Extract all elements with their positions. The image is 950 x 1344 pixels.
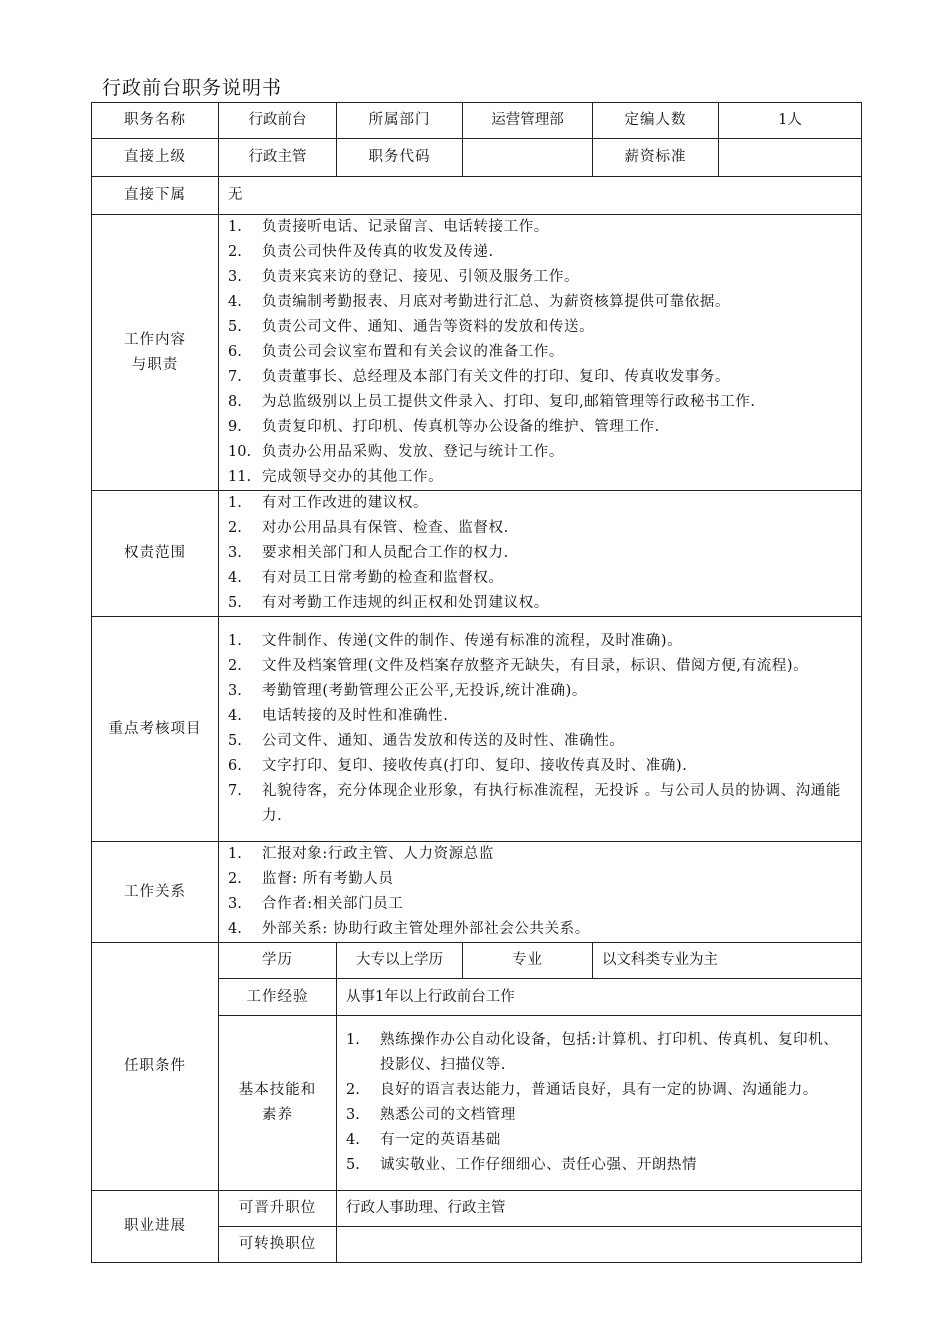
list-item-text: 文件及档案管理(文件及档案存放整齐无缺失，有目录，标识、借阅方便,有流程)。: [262, 658, 809, 674]
dept-value: 运营管理部: [463, 103, 593, 139]
edu-value: 大专以上学历: [337, 943, 463, 979]
skills-label-line2: 素养: [262, 1107, 293, 1123]
row-basic-info: [92, 103, 862, 139]
list-item-text: 负责接听电话、记录留言、电话转接工作。: [262, 219, 549, 235]
list-item: [228, 215, 853, 240]
list-item-number: 6.: [228, 344, 242, 360]
list-item: [346, 1078, 853, 1103]
list-item-number: 3.: [228, 269, 242, 285]
list-item-text: 文字打印、复印、接收传真(打印、复印、接收传真及时、准确).: [262, 758, 688, 774]
list-item-number: 2.: [228, 244, 242, 260]
list-item: [228, 679, 853, 704]
list-item-text: 有对工作改进的建议权。: [262, 495, 429, 511]
list-item: [228, 265, 853, 290]
list-item: [228, 842, 853, 867]
list-item: [228, 867, 853, 892]
subordinate-label: 直接下属: [92, 177, 219, 215]
kpi-list: [219, 629, 861, 829]
list-item-text: 熟悉公司的文档管理: [380, 1107, 516, 1123]
row-subordinate: [92, 177, 862, 215]
supervisor-label: 直接上级: [92, 139, 219, 177]
job-code-value: [463, 139, 593, 177]
transfer-label: 可转换职位: [219, 1227, 337, 1263]
list-item-text: 对办公用品具有保管、检查、监督权.: [262, 520, 509, 536]
list-item-text: 公司文件、通知、通告发放和传送的及时性、准确性。: [262, 733, 625, 749]
list-item-number: 7.: [228, 369, 242, 385]
job-code-label: 职务代码: [337, 139, 463, 177]
list-item: [228, 390, 853, 415]
list-item-number: 2.: [346, 1082, 360, 1098]
list-item-number: 4.: [228, 921, 242, 937]
list-item-text: 有对考勤工作违规的纠正权和处罚建议权。: [262, 595, 549, 611]
list-item-number: 8.: [228, 394, 242, 410]
list-item: [228, 465, 853, 490]
list-item-text: 为总监级别以上员工提供文件录入、打印、复印,邮箱管理等行政秘书工作.: [262, 394, 756, 410]
list-item: [228, 340, 853, 365]
list-item-number: 4.: [346, 1132, 360, 1148]
job-name-value: 行政前台: [219, 103, 337, 139]
list-item-text: 外部关系: 协助行政主管处理外部社会公共关系。: [262, 921, 590, 937]
list-item-text: 负责复印机、打印机、传真机等办公设备的维护、管理工作.: [262, 419, 660, 435]
list-item: [228, 704, 853, 729]
list-item-text: 负责编制考勤报表、月底对考勤进行汇总、为薪资核算提供可靠依据。: [262, 294, 731, 310]
supervisor-value: 行政主管: [219, 139, 337, 177]
row-supervisor: [92, 139, 862, 177]
row-career-promote: [92, 1191, 862, 1227]
list-item: [228, 917, 853, 942]
list-item-number: 5.: [228, 595, 242, 611]
subordinate-value: 无: [219, 177, 862, 215]
list-item-text: 负责办公用品采购、发放、登记与统计工作。: [262, 444, 564, 460]
list-item-text: 汇报对象:行政主管、人力资源总监: [262, 846, 494, 862]
exp-value: 从事1年以上行政前台工作: [337, 979, 862, 1016]
list-item-number: 4.: [228, 708, 242, 724]
row-kpi: [92, 617, 862, 842]
list-item-text: 负责公司文件、通知、通告等资料的发放和传送。: [262, 319, 595, 335]
list-item-number: 9.: [228, 419, 242, 435]
major-value: 以文科类专业为主: [593, 943, 862, 979]
list-item-text: 负责公司会议室布置和有关会议的准备工作。: [262, 344, 564, 360]
relations-list: [219, 842, 861, 942]
list-item-number: 5.: [228, 733, 242, 749]
list-item-number: 1.: [228, 846, 242, 862]
list-item: [346, 1128, 853, 1153]
kpi-content: [219, 617, 862, 842]
headcount-value: 1人: [719, 103, 862, 139]
list-item-text: 负责公司快件及传真的收发及传递.: [262, 244, 494, 260]
list-item-number: 3.: [346, 1107, 360, 1123]
promote-value: 行政人事助理、行政主管: [337, 1191, 862, 1227]
list-item-text: 考勤管理(考勤管理公正公平,无投诉,统计准确)。: [262, 683, 587, 699]
list-item: [228, 440, 853, 465]
row-duties: [92, 215, 862, 491]
list-item: [346, 1103, 853, 1128]
list-item-number: 2.: [228, 658, 242, 674]
list-item: [228, 415, 853, 440]
skills-label-line1: 基本技能和: [238, 1082, 317, 1098]
salary-label: 薪资标准: [593, 139, 719, 177]
authority-label: 权责范围: [92, 491, 219, 617]
list-item-number: 4.: [228, 294, 242, 310]
list-item: [228, 541, 853, 566]
list-item: [228, 290, 853, 315]
skills-label: [219, 1016, 337, 1191]
list-item-number: 1.: [228, 633, 242, 649]
dept-label: 所属部门: [337, 103, 463, 139]
list-item-number: 6.: [228, 758, 242, 774]
list-item: [228, 779, 853, 829]
list-item-text: 合作者:相关部门员工: [262, 896, 404, 912]
list-item: [346, 1028, 853, 1078]
list-item-number: 1.: [228, 495, 242, 511]
skills-list: [337, 1028, 861, 1178]
list-item-number: 1.: [228, 219, 242, 235]
list-item-text: 礼貌待客，充分体现企业形象，有执行标准流程，无投诉 。与公司人员的协调、沟通能力.: [262, 783, 842, 824]
list-item-number: 1.: [346, 1032, 360, 1048]
list-item: [228, 566, 853, 591]
list-item: [228, 516, 853, 541]
relations-content: [219, 842, 862, 943]
list-item-number: 3.: [228, 683, 242, 699]
list-item: [228, 591, 853, 616]
list-item-text: 电话转接的及时性和准确性.: [262, 708, 449, 724]
document-title: 行政前台职务说明书: [102, 77, 283, 99]
list-item: [346, 1153, 853, 1178]
list-item-number: 4.: [228, 570, 242, 586]
list-item-number: 2.: [228, 520, 242, 536]
career-label: 职业进展: [92, 1191, 219, 1263]
list-item: [228, 491, 853, 516]
list-item: [228, 754, 853, 779]
qualification-label: 任职条件: [92, 943, 219, 1191]
list-item-number: 5.: [346, 1157, 360, 1173]
list-item: [228, 240, 853, 265]
skills-content: [337, 1016, 862, 1191]
list-item: [228, 629, 853, 654]
duties-list: [219, 215, 861, 490]
row-relations: [92, 842, 862, 943]
edu-label: 学历: [219, 943, 337, 979]
job-description-table: [91, 102, 862, 1263]
list-item-text: 负责董事长、总经理及本部门有关文件的打印、复印、传真收发事务。: [262, 369, 731, 385]
list-item-text: 要求相关部门和人员配合工作的权力.: [262, 545, 509, 561]
authority-content: [219, 491, 862, 617]
duties-label-line1: 工作内容: [124, 331, 186, 348]
list-item: [228, 892, 853, 917]
promote-label: 可晋升职位: [219, 1191, 337, 1227]
list-item: [228, 729, 853, 754]
list-item-number: 10.: [228, 444, 252, 460]
list-item-number: 11.: [228, 469, 252, 485]
list-item-text: 良好的语言表达能力，普通话良好，具有一定的协调、沟通能力。: [380, 1082, 818, 1098]
duties-label-line2: 与职责: [131, 356, 179, 373]
list-item-number: 5.: [228, 319, 242, 335]
list-item: [228, 365, 853, 390]
list-item-text: 完成领导交办的其他工作。: [262, 469, 444, 485]
exp-label: 工作经验: [219, 979, 337, 1016]
list-item-text: 有对员工日常考勤的检查和监督权。: [262, 570, 504, 586]
row-authority: [92, 491, 862, 617]
list-item-number: 3.: [228, 545, 242, 561]
list-item-text: 文件制作、传递(文件的制作、传递有标准的流程，及时准确)。: [262, 633, 683, 649]
list-item-text: 监督: 所有考勤人员: [262, 871, 394, 887]
duties-label: [92, 215, 219, 491]
authority-list: [219, 491, 861, 616]
major-label: 专业: [463, 943, 593, 979]
salary-value: [719, 139, 862, 177]
transfer-value: [337, 1227, 862, 1263]
job-name-label: 职务名称: [92, 103, 219, 139]
list-item-number: 7.: [228, 783, 242, 799]
list-item-text: 熟练操作办公自动化设备，包括:计算机、打印机、传真机、复印机、投影仪、扫描仪等.: [380, 1032, 839, 1073]
list-item-text: 诚实敬业、工作仔细细心、责任心强、开朗热情: [380, 1157, 698, 1173]
row-qualification-edu: [92, 943, 862, 979]
duties-content: [219, 215, 862, 491]
kpi-label: 重点考核项目: [92, 617, 219, 842]
list-item: [228, 654, 853, 679]
relations-label: 工作关系: [92, 842, 219, 943]
list-item-text: 有一定的英语基础: [380, 1132, 501, 1148]
list-item-number: 2.: [228, 871, 242, 887]
headcount-label: 定编人数: [593, 103, 719, 139]
list-item-text: 负责来宾来访的登记、接见、引领及服务工作。: [262, 269, 580, 285]
list-item: [228, 315, 853, 340]
list-item-number: 3.: [228, 896, 242, 912]
